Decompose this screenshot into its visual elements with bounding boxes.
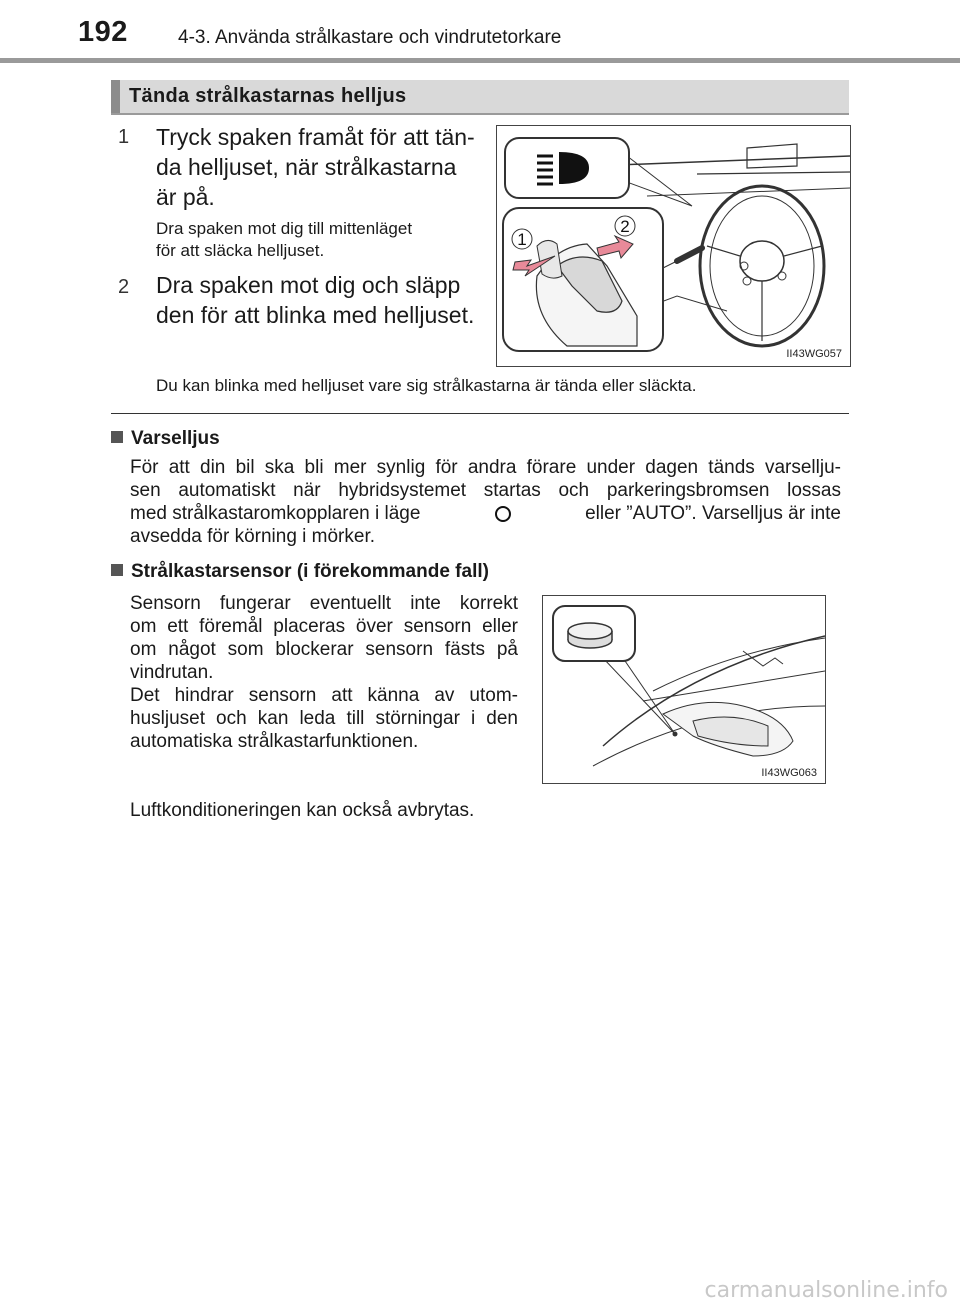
- sensor-paragraph-3: Luftkonditioneringen kan också avbrytas.: [130, 800, 475, 821]
- sensor-p1-line-3: om något som blockerar sensorn fästs på: [130, 639, 518, 660]
- bullet-square-icon: [111, 431, 123, 443]
- drl-line-2: sen automatiskt när hybridsystemet startas och parkeringsbromsen lossas: [130, 480, 841, 501]
- drl-heading-text: Varselljus: [131, 428, 220, 449]
- section-title: Tända strålkastarnas helljus: [129, 85, 407, 107]
- sensor-p1-line-1: Sensorn fungerar eventuellt inte korrekt: [130, 593, 518, 614]
- header-rule: [0, 58, 960, 63]
- step-1-line-3: är på.: [156, 184, 215, 210]
- sensor-heading: [111, 561, 489, 583]
- parking-light-symbol-icon: [495, 506, 511, 522]
- step-1-text: [156, 122, 476, 212]
- step-2-line-2: den för att blinka med helljuset.: [156, 302, 475, 328]
- bullet-square-icon: [111, 564, 123, 576]
- headlight-lever-illustration: [497, 126, 850, 366]
- sensor-p2-line-2: husljuset och kan leda till störningar i den: [130, 708, 518, 729]
- section-underline: [111, 113, 849, 115]
- chapter-title: 4-3. Använda strålkastare och vindrutetorkare: [178, 27, 562, 48]
- section-heading-accent: [111, 80, 120, 113]
- drl-line-1: För att din bil ska bli mer synlig för andra förare under dagen tänds varsellju-: [130, 457, 841, 478]
- drl-heading: [111, 428, 220, 450]
- drl-line-3-part-a: med strålkastaromkopplaren i läge: [130, 503, 421, 524]
- watermark: carmanualsonline.info: [704, 1278, 948, 1303]
- step-2-line-1: Dra spaken mot dig och släpp: [156, 272, 461, 298]
- light-sensor-icon: [568, 623, 612, 648]
- drl-line-3: [130, 502, 841, 525]
- step-1-note-line-2: för att släcka helljuset.: [156, 241, 325, 260]
- sensor-p2-line-1: Det hindrar sensorn att känna av utom-: [130, 685, 518, 706]
- sensor-p1-line-2: om ett föremål placeras över sensorn eller: [130, 616, 518, 637]
- headlight-lever-figure: [496, 125, 851, 367]
- step-1-number: 1: [118, 126, 130, 148]
- drl-line-3-part-b: eller ”AUTO”. Varselljus är inte: [585, 503, 841, 524]
- figure-1-callout-1: 1: [517, 230, 527, 249]
- step-2-text: [156, 270, 476, 330]
- section-heading-bar: [111, 80, 849, 113]
- step-2-number: 2: [118, 276, 130, 298]
- figure-2-id: II43WG063: [761, 767, 817, 779]
- sensor-p2-line-3: automatiska strålkastarfunktionen.: [130, 731, 419, 752]
- step-1-line-2: da helljuset, när strålkastarna: [156, 154, 457, 180]
- step-1-line-1: Tryck spaken framåt för att tän-: [156, 124, 475, 150]
- page-number: 192: [78, 16, 128, 48]
- figure-1-callout-2: 2: [620, 217, 630, 236]
- flash-footnote: Du kan blinka med helljuset vare sig strålkastarna är tända eller släckta.: [156, 376, 697, 395]
- sensor-paragraph-1: [130, 592, 518, 753]
- step-1-note-line-1: Dra spaken mot dig till mittenläget: [156, 219, 413, 238]
- drl-line-4: avsedda för körning i mörker.: [130, 526, 376, 547]
- light-sensor-figure: [542, 595, 826, 784]
- figure-1-id: II43WG057: [786, 348, 842, 360]
- sensor-heading-text: Strålkastarsensor (i förekommande fall): [131, 561, 489, 582]
- section-divider: [111, 413, 849, 414]
- drl-paragraph: [130, 456, 841, 548]
- light-sensor-illustration: [543, 596, 825, 783]
- sensor-p1-line-4: vindrutan.: [130, 662, 214, 683]
- step-1-note: [156, 218, 476, 262]
